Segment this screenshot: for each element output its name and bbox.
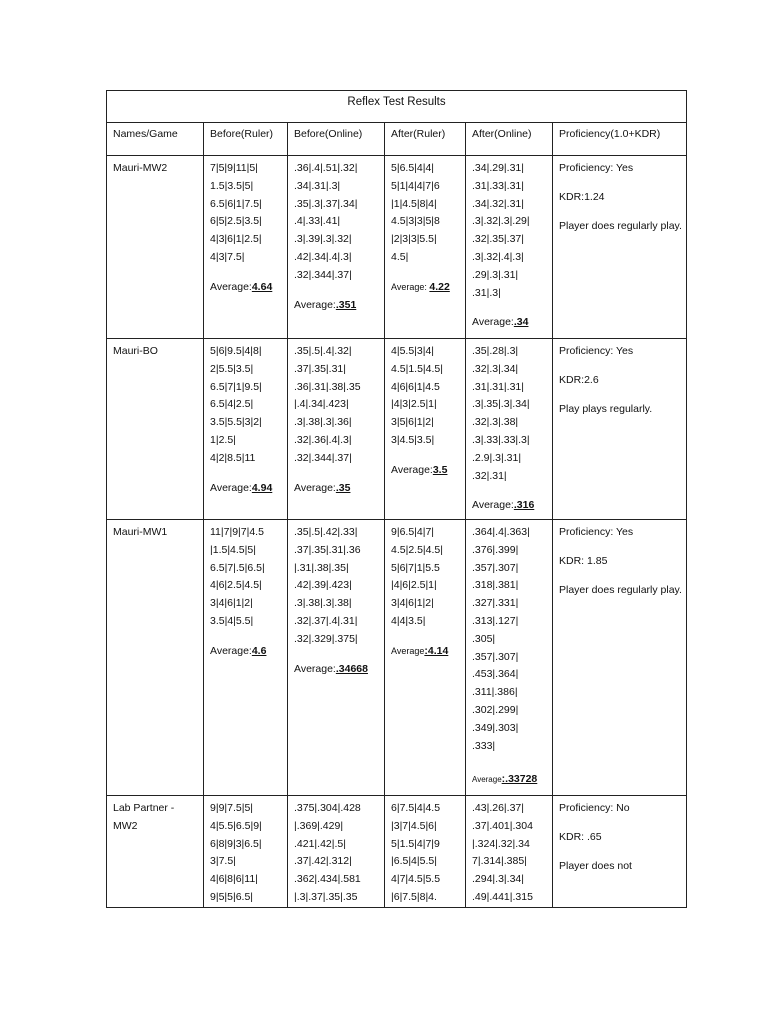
time-values-line: .42|.39|.423|: [294, 579, 352, 592]
after-online-cell: [466, 520, 553, 796]
time-values-line: .357|.307|: [472, 561, 519, 574]
proficiency-status: Proficiency: Yes: [559, 526, 634, 538]
time-values-line: .35|.3|.37|.34|: [294, 197, 358, 210]
table-title: Reflex Test Results: [347, 96, 446, 108]
average-value: 3.5: [432, 463, 448, 476]
header-proficiency: [553, 123, 687, 156]
header-label: After(Ruler): [391, 128, 446, 140]
time-values-line: 7|.314|.385|: [472, 855, 527, 868]
average-label: Average:: [391, 281, 430, 292]
time-values-line: .349|.303|: [472, 721, 519, 734]
time-values-line: 5|6|7|1|5.5: [391, 561, 440, 574]
time-values-line: 11|7|9|7|4.5: [210, 526, 264, 538]
time-values-line: 6.5|4|2.5|: [210, 398, 254, 411]
before-ruler-cell: [204, 339, 288, 520]
time-values-line: .34|.32|.31|: [472, 197, 524, 210]
before-online-cell: [288, 520, 385, 796]
average-label: Average:: [294, 662, 336, 675]
average-value: 4.22: [429, 280, 450, 293]
table-row: [107, 520, 687, 796]
average-value: .34668: [335, 662, 368, 675]
time-values-line: 6.5|6|1|7.5|: [210, 197, 262, 210]
time-values-line: 4|3|6|1|2.5|: [210, 233, 262, 246]
average-line: [294, 297, 384, 315]
time-values-line: |2|3|3|5.5|: [391, 233, 437, 246]
kdr-value: KDR: .65: [559, 830, 602, 843]
cell-content: [391, 343, 465, 480]
cell-content: [210, 800, 287, 907]
cell-content: [391, 160, 465, 297]
header-row: [107, 123, 687, 156]
spacer: [472, 485, 552, 497]
time-values-line: |3|7|4.5|6|: [391, 819, 437, 832]
average-line: [391, 462, 465, 480]
time-values-line: 7|5|9|11|5|: [210, 162, 258, 174]
average-value: .34: [513, 316, 529, 329]
time-values-line: |.3|.37|.35|.35: [294, 890, 358, 903]
spacer: [294, 285, 384, 297]
average-label: Average:: [210, 481, 252, 494]
player-name: Mauri-BO: [113, 345, 158, 357]
time-values-line: 6.5|7|.5|6.5|: [210, 561, 265, 574]
header-names: [107, 123, 204, 156]
average-label: Average:: [391, 463, 433, 476]
spacer: [294, 649, 384, 661]
after-online-cell: [466, 796, 553, 908]
average-label: Average: [391, 645, 425, 656]
spacer: [294, 468, 384, 480]
average-line: [210, 643, 287, 661]
time-values-line: 1.5|3.5|5|: [210, 179, 254, 192]
time-values-line: .3|.35|.3|.34|: [472, 398, 530, 411]
time-values-line: .333|: [472, 739, 496, 752]
time-values-line: |1.5|4.5|5|: [210, 543, 256, 556]
kdr-value: KDR:2.6: [559, 373, 599, 386]
time-values-line: .36|.4|.51|.32|: [294, 162, 358, 174]
average-label: Average:: [294, 298, 336, 311]
time-values-line: .37|.42|.312|: [294, 855, 352, 868]
time-values-line: 3|5|6|1|2|: [391, 416, 434, 429]
time-values-line: |.369|.429|: [294, 819, 344, 832]
time-values-line: 4.5|: [391, 250, 409, 263]
time-values-line: .34|.31|.3|: [294, 179, 341, 192]
time-values-line: 4.5|3|3|5|8: [391, 215, 440, 228]
average-label: Average:: [210, 280, 252, 293]
spacer: [472, 755, 552, 771]
proficiency-status: Proficiency: No: [559, 802, 630, 814]
time-values-line: |4|6|2.5|1|: [391, 579, 437, 592]
time-values-line: 3|4|6|1|2|: [210, 597, 253, 610]
average-line: [391, 643, 465, 661]
cell-content: [472, 343, 552, 515]
table-row: [107, 156, 687, 339]
time-values-line: .3|.38|.3|.38|: [294, 597, 352, 610]
cell-content: [113, 800, 203, 836]
time-values-line: |6|7.5|8|4.: [391, 890, 437, 903]
time-values-line: .32|.36|.4|.3|: [294, 433, 352, 446]
time-values-line: 4|6|6|1|4.5: [391, 380, 440, 393]
time-values-line: .376|.399|: [472, 543, 519, 556]
player-name: Lab Partner -: [113, 802, 175, 814]
time-values-line: 5|1|4|4|7|6: [391, 179, 440, 192]
time-values-line: |.324|.32|.34: [472, 837, 530, 850]
time-values-line: 5|6.5|4|4|: [391, 162, 435, 174]
time-values-line: 4|5.5|3|4|: [391, 345, 435, 357]
average-value: 4.64: [251, 280, 273, 293]
time-values-line: .375|.304|.428: [294, 802, 361, 814]
spacer: [210, 267, 287, 279]
time-values-line: 4|6|8|6|11|: [210, 873, 258, 886]
time-values-line: |1|4.5|8|4|: [391, 197, 437, 210]
cell-content: [294, 343, 384, 497]
average-line: [294, 661, 384, 679]
cell-content: [559, 800, 686, 875]
average-value: .316: [513, 499, 535, 512]
time-values-line: .32|.3|.38|: [472, 416, 519, 429]
cell-content: [210, 524, 287, 661]
spacer: [391, 267, 465, 279]
table-row: [107, 339, 687, 520]
time-values-line: |.4|.34|.423|: [294, 398, 349, 411]
cell-content: [113, 160, 203, 178]
time-values-line: .2.9|.3|.31|: [472, 451, 522, 464]
name-cell: [107, 520, 204, 796]
after-ruler-cell: [385, 520, 466, 796]
header-before-online: [288, 123, 385, 156]
time-values-line: 3.5|4|5.5|: [210, 614, 254, 627]
time-values-line: 1|2.5|: [210, 433, 236, 446]
average-label: Average:: [294, 481, 336, 494]
time-values-line: .37|.35|.31|.36: [294, 543, 361, 556]
time-values-line: .35|.28|.3|: [472, 345, 519, 357]
cell-content: [472, 800, 552, 907]
spacer: [391, 631, 465, 643]
time-values-line: .4|.33|.41|: [294, 215, 341, 228]
time-values-line: 9|9|7.5|5|: [210, 802, 254, 814]
time-values-line: 6.5|7|1|9.5|: [210, 380, 262, 393]
proficiency-status: Proficiency: Yes: [559, 345, 634, 357]
time-values-line: 6|5|2.5|3.5|: [210, 215, 262, 228]
header-label: Before(Ruler): [210, 128, 274, 140]
average-value: .35: [335, 481, 351, 494]
header-after-online: [466, 123, 553, 156]
time-values-line: .35|.5|.42|.33|: [294, 526, 358, 538]
play-note: Player does regularly play.: [559, 219, 682, 232]
time-values-line: .318|.381|: [472, 579, 519, 592]
time-values-line: .421|.42|.5|: [294, 837, 346, 850]
time-values-line: .49|.441|.315: [472, 890, 533, 903]
time-values-line: 4|3|7.5|: [210, 250, 245, 263]
average-line: [472, 314, 552, 332]
time-values-line: .29|.3|.31|: [472, 268, 519, 281]
header-label: Before(Online): [294, 128, 363, 140]
time-values-line: 3|4|6|1|2|: [391, 597, 434, 610]
kdr-value: KDR:1.24: [559, 190, 605, 203]
time-values-line: .32|.344|.37|: [294, 268, 352, 281]
time-values-line: |6.5|4|5.5|: [391, 855, 437, 868]
before-ruler-cell: [204, 796, 288, 908]
before-ruler-cell: [204, 520, 288, 796]
cell-content: [210, 160, 287, 297]
time-values-line: .32|.35|.37|: [472, 233, 524, 246]
header-label: Names/Game: [113, 128, 178, 140]
after-ruler-cell: [385, 339, 466, 520]
cell-content: [472, 524, 552, 789]
after-ruler-cell: [385, 156, 466, 339]
time-values-line: 6|8|9|3|6.5|: [210, 837, 262, 850]
table-row: [107, 796, 687, 908]
name-cell: [107, 796, 204, 908]
average-value: 4.94: [251, 481, 273, 494]
time-values-line: .42|.34|.4|.3|: [294, 250, 352, 263]
average-value: :.33728: [501, 773, 538, 786]
time-values-line: .31|.3|: [472, 286, 501, 299]
before-online-cell: [288, 796, 385, 908]
average-line: [391, 279, 465, 297]
time-values-line: .3|.38|.3|.36|: [294, 416, 352, 429]
time-values-line: 6|7.5|4|4.5: [391, 802, 441, 814]
cell-content: [472, 160, 552, 332]
cell-content: [559, 160, 686, 235]
header-after-ruler: [385, 123, 466, 156]
time-values-line: .327|.331|: [472, 597, 519, 610]
time-values-line: 2|5.5|3.5|: [210, 362, 254, 375]
time-values-line: 3|4.5|3.5|: [391, 433, 435, 446]
time-values-line: .32|.329|.375|: [294, 632, 358, 645]
time-values-line: .3|.39|.3|.32|: [294, 233, 352, 246]
time-values-line: .37|.35|.31|: [294, 362, 346, 375]
time-values-line: .36|.31|.38|.35: [294, 380, 361, 393]
time-values-line: .311|.386|: [472, 686, 518, 699]
cell-content: [294, 800, 384, 907]
cell-content: [559, 343, 686, 418]
average-line: [472, 497, 552, 515]
spacer: [472, 302, 552, 314]
cell-content: [113, 524, 203, 542]
time-values-line: .37|.401|.304: [472, 819, 533, 832]
header-label: After(Online): [472, 128, 532, 140]
average-value: 4.6: [251, 644, 267, 657]
spacer: [210, 631, 287, 643]
time-values-line: 9|5|5|6.5|: [210, 890, 254, 903]
time-values-line: .357|.307|: [472, 650, 519, 663]
time-values-line: 5|6|9.5|4|8|: [210, 345, 262, 357]
time-values-line: .3|.32|.4|.3|: [472, 250, 524, 263]
time-values-line: .31|.33|.31|: [472, 179, 524, 192]
time-values-line: 4|5.5|6.5|9|: [210, 819, 262, 832]
time-values-line: .32|.37|.4|.31|: [294, 614, 358, 627]
time-values-line: .31|.31|.31|: [472, 380, 524, 393]
time-values-line: .364|.4|.363|: [472, 526, 530, 538]
spacer: [210, 468, 287, 480]
time-values-line: .34|.29|.31|: [472, 162, 524, 174]
time-values-line: 5|1.5|4|7|9: [391, 837, 440, 850]
time-values-line: 4|7|4.5|5.5: [391, 873, 441, 886]
time-values-line: .305|: [472, 632, 496, 645]
average-line: [210, 279, 287, 297]
time-values-line: 9|6.5|4|7|: [391, 526, 435, 538]
time-values-line: .32|.344|.37|: [294, 451, 352, 464]
time-values-line: 4|6|2.5|4.5|: [210, 579, 262, 592]
time-values-line: .453|.364|: [472, 668, 519, 681]
average-label: Average: [472, 775, 502, 785]
cell-content: [294, 160, 384, 314]
proficiency-cell: [553, 339, 687, 520]
cell-content: [559, 524, 686, 599]
player-name: Mauri-MW2: [113, 162, 168, 174]
play-note: Player does regularly play.: [559, 583, 682, 596]
time-values-line: .35|.5|.4|.32|: [294, 345, 352, 357]
time-values-line: .43|.26|.37|: [472, 802, 524, 814]
cell-content: [391, 800, 465, 907]
time-values-line: .302|.299|: [472, 703, 519, 716]
average-line: [294, 480, 384, 498]
average-label: Average:: [210, 644, 252, 657]
before-online-cell: [288, 156, 385, 339]
proficiency-cell: [553, 796, 687, 908]
average-value: :4.14: [424, 644, 449, 657]
cell-content: [391, 524, 465, 661]
time-values-line: .3|.32|.3|.29|: [472, 215, 530, 228]
cell-content: [113, 343, 203, 361]
cell-content: [294, 524, 384, 678]
time-values-line: .362|.434|.581: [294, 873, 361, 886]
average-value: .351: [335, 298, 357, 311]
time-values-line: 4.5|2.5|4.5|: [391, 543, 443, 556]
time-values-line: .313|.127|: [472, 614, 519, 627]
before-ruler-cell: [204, 156, 288, 339]
play-note: Player does not: [559, 859, 632, 872]
time-values-line: .294|.3|.34|: [472, 873, 524, 886]
time-values-line: |.31|.38|.35|: [294, 561, 349, 574]
proficiency-status: Proficiency: Yes: [559, 162, 634, 174]
name-cell: [107, 339, 204, 520]
after-online-cell: [466, 156, 553, 339]
average-line: [472, 771, 552, 789]
player-name: Mauri-MW1: [113, 526, 168, 538]
time-values-line: 4.5|1.5|4.5|: [391, 362, 443, 375]
proficiency-cell: [553, 156, 687, 339]
header-label: Proficiency(1.0+KDR): [559, 128, 661, 140]
spacer: [391, 450, 465, 462]
name-cell: [107, 156, 204, 339]
header-before-ruler: [204, 123, 288, 156]
time-values-line: .32|.31|: [472, 469, 507, 482]
average-line: [210, 480, 287, 498]
before-online-cell: [288, 339, 385, 520]
time-values-line: .32|.3|.34|: [472, 362, 519, 375]
player-name: MW2: [113, 819, 138, 832]
time-values-line: .3|.33|.33|.3|: [472, 433, 530, 446]
after-ruler-cell: [385, 796, 466, 908]
kdr-value: KDR: 1.85: [559, 554, 608, 567]
cell-content: [210, 343, 287, 497]
average-label: Average:: [472, 499, 514, 512]
play-note: Play plays regularly.: [559, 402, 653, 415]
reflex-results-table: [106, 90, 687, 908]
after-online-cell: [466, 339, 553, 520]
average-label: Average:: [472, 316, 514, 329]
time-values-line: 4|2|8.5|11: [210, 451, 256, 464]
proficiency-cell: [553, 520, 687, 796]
time-values-line: 3|7.5|: [210, 855, 236, 868]
time-values-line: |4|3|2.5|1|: [391, 398, 437, 411]
time-values-line: 3.5|5.5|3|2|: [210, 416, 262, 429]
table-title-cell: [107, 91, 687, 123]
time-values-line: 4|4|3.5|: [391, 614, 426, 627]
